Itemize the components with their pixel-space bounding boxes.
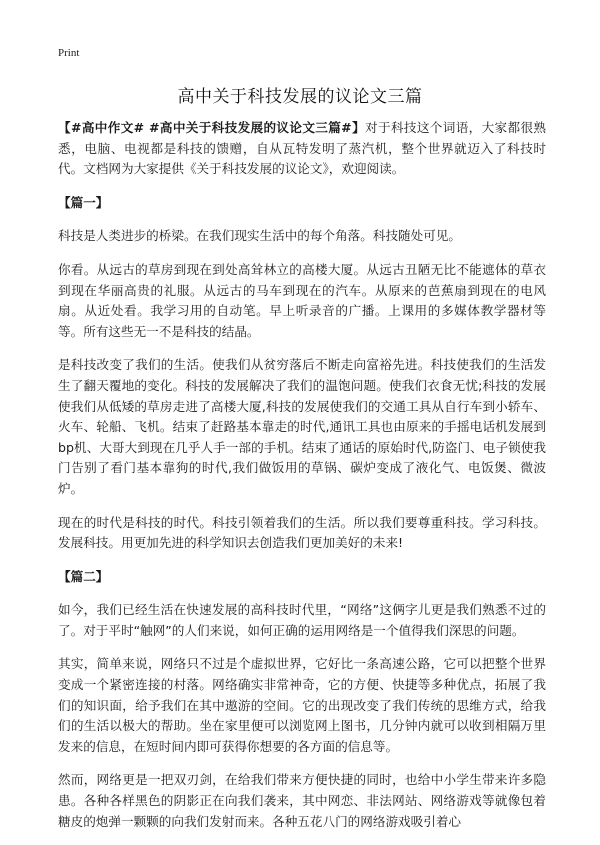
section2-paragraph: 其实，简单来说，网络只不过是个虚拟世界，它好比一条高速公路，它可以把整个世界变成一个紧密连接的村落。网络确实非常神奇，它的方便、快捷等多种优点，拓展了我们的知识面，给予我们在其中遨游的空间。它的出现改变了我们传统的思维方式，给我们的生活以极大的帮助。坐在家里便可以浏览网上图书，几分钟内就可以收到相隔万里发来的信息，在短时间内即可获得你想要的各方面的信息等。 xyxy=(58,656,546,754)
section1-paragraph: 是科技改变了我们的生活。使我们从贫穷落后不断走向富裕先进。科技使我们的生活发生了翻天覆地的变化。科技的发展解决了我们的温饱问题。使我们衣食无忧;科技的发展使我们从低矮的草房走进了高楼大厦,科技的发展使我们的交通工具从自行车到小轿车、火车、轮船、飞机。结束了赶路基本靠走的时代,通讯工具也由原来的手摇电话机发展到bp机、大哥大到现在几乎人手一部的手机。结束了通话的原始时代,防盗门、电子锁使我门告别了看门基本靠狗的时代,我们做饭用的草锅、碳炉变成了液化气、电饭煲、微波炉。 xyxy=(58,357,546,496)
intro-tags: 【#高中作文# #高中关于科技发展的议论文三篇#】 xyxy=(58,120,366,135)
intro-paragraph xyxy=(58,118,546,180)
section1-paragraph: 科技是人类进步的桥梁。在我们现实生活中的每个角落。科技随处可见。 xyxy=(58,228,461,244)
print-label: Print xyxy=(58,47,80,59)
section2-paragraph: 如今，我们已经生活在快速发展的高科技时代里，“网络”这俩字儿更是我们熟悉不过的了。对于平时“触网”的人们来说，如何正确的运用网络是一个值得我们深思的问题。 xyxy=(58,602,546,638)
section1-paragraph: 现在的时代是科技的时代。科技引领着我们的生活。所以我们要尊重科技。学习科技。发展科技。用更加先进的科学知识去创造我们更加美好的未来! xyxy=(58,514,546,551)
section2-heading: 【篇二】 xyxy=(58,568,109,584)
section1-heading: 【篇一】 xyxy=(58,194,109,210)
section2-paragraph: 然而，网络更是一把双刃剑，在给我们带来方便快捷的同时，也给中小学生带来许多隐患。各种各样黑色的阴影正在向我们袭来，其中网恋、非法网站、网络游戏等就像包着糖皮的炮弹一颗颗的向我们发射而来。各种五花八门的网络游戏吸引着心 xyxy=(58,772,546,829)
intro-text: 对于科技这个词语，大家都很熟悉，电脑、电视都是科技的馈赠，自从瓦特发明了蒸汽机，整个世界就迈入了科技时代。文档网为大家提供《关于科技发展的议论文》，欢迎阅读。 xyxy=(58,120,547,177)
document-body xyxy=(58,118,546,845)
section1-paragraph: 你看。从远古的草房到现在到处高耸林立的高楼大厦。从远古丑陋无比不能遮体的草衣到现在华丽高贵的礼服。从远古的马车到现在的汽车。从原来的芭蕉扇到现在的电风扇。从近处看。我学习用的自动笔。早上听录音的广播。上课用的多媒体教学器材等等。所有这些无一不是科技的结晶。 xyxy=(58,261,546,339)
document-title: 高中关于科技发展的议论文三篇 xyxy=(177,87,423,107)
